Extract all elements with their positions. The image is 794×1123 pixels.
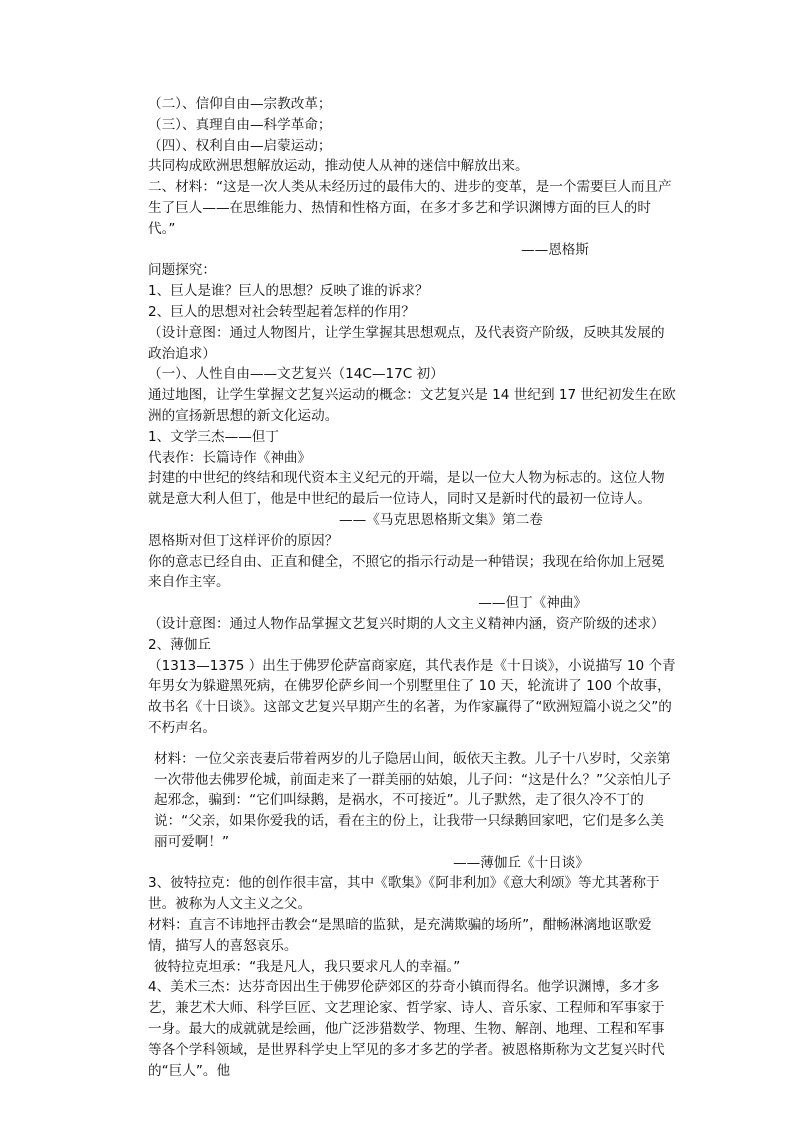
design-note: （设计意图：通过人物图片，让学生掌握其思想观点，及代表资产阶级，反映其发展的政治追求）: [148, 324, 665, 362]
text-paragraph: 3、彼特拉克：他的创作很丰富，其中《歌集》《阿非利加》《意大利颂》等尤其著称于世。被称为人文主义之父。: [148, 875, 660, 913]
attribution: ——恩格斯: [521, 241, 589, 258]
quote-paragraph: 封建的中世纪的终结和现代资本主义纪元的开端，是以一位大人物为标志的。这位人物就是意大利人但丁，他是中世纪的最后一位诗人，同时又是新时代的最初一位诗人。: [148, 470, 665, 508]
text-line: 恩格斯对但丁这样评价的原因？: [148, 532, 339, 549]
design-note: （设计意图：通过人物作品掌握文艺复兴时期的人文主义精神内涵，资产阶级的述求）: [148, 615, 665, 632]
quote-paragraph: 你的意志已经自由、正直和健全，不照它的指示行动是一种错误；我现在给你加上冠冕来自作主宰。: [148, 553, 665, 591]
section-heading: （一）、人性自由——文艺复兴（14C—17C 初）: [148, 366, 444, 383]
text-line: 2、巨人的思想对社会转型起着怎样的作用？: [148, 303, 415, 320]
text-paragraph: （1313—1375 ）出生于佛罗伦萨富商家庭，其代表作是《十日谈》，小说描写 10 个青年男女为躲避黑死病，在佛罗伦萨乡间一个别墅里住了 10 天，轮流讲了 100 个故事，故书名《十日谈》。这部文艺复兴早期产生的名著，为作家赢得了“欧洲短篇小说之父”的不朽声名。: [148, 657, 676, 736]
text-line: 2、薄伽丘: [148, 636, 212, 653]
text-line: （二）、信仰自由—宗教改革；: [148, 96, 332, 112]
text-line: 1、文学三杰——但丁: [148, 428, 279, 445]
document-body: [121, 94, 677, 1081]
attribution: ——但丁《神曲》: [478, 595, 587, 612]
text-line: 代表作：长篇诗作《神曲》: [148, 449, 312, 466]
text-line: 1、巨人是谁？巨人的思想？反映了谁的诉求？: [148, 283, 429, 300]
text-line: （三）、真理自由—科学革命；: [148, 116, 332, 133]
text-line: （四）、权利自由—启蒙运动；: [148, 137, 332, 154]
attribution: ——薄伽丘《十日谈》: [453, 854, 589, 871]
text-paragraph: 4、美术三杰：达芬奇因出生于佛罗伦萨郊区的芬奇小镇而得名。他学识渊博，多才多艺，兼艺术大师、科学巨匠、文艺理论家、哲学家、诗人、音乐家、工程师和军事家于一身。最大的成就就是绘画，他广泛涉猎数学、物理、生物、解剖、地理、工程和军事等各个学科领域，是世界科学史上罕见的多才多艺的学者。被恩格斯称为文艺复兴时代的“巨人”。他: [148, 979, 665, 1079]
text-line: 彼特拉克坦承：“我是凡人，我只要求凡人的幸福。”: [154, 958, 461, 975]
material-paragraph: 材料：直言不讳地抨击教会“是黑暗的监狱，是充满欺骗的场所”，酣畅淋漓地讴歌爱情，描写人的喜怒哀乐。: [148, 917, 652, 954]
text-line: 共同构成欧洲思想解放运动，推动使人从神的迷信中解放出来。: [148, 158, 529, 175]
text-line: 问题探究：: [148, 262, 216, 279]
text-paragraph: 二、材料：“这是一次人类从未经历过的最伟大的、进步的变革，是一个需要巨人而且产生了巨人——在思维能力、热情和性格方面，在多才多艺和学识渊博方面的巨人的时代。”: [148, 179, 672, 237]
text-paragraph: 通过地图，让学生掌握文艺复兴运动的概念：文艺复兴是 14 世纪到 17 世纪初发生在欧洲的宣扬新思想的新文化运动。: [148, 387, 676, 424]
material-paragraph: 材料：一位父亲丧妻后带着两岁的儿子隐居山间，皈依天主教。儿子十八岁时，父亲第一次带他去佛罗伦城，前面走来了一群美丽的姑娘，儿子问：“这是什么？”父亲怕儿子起邪念，骗到：“它们叫绿鹅，是祸水，不可接近”。儿子默然，走了很久冷不丁的说：“父亲，如果你爱我的话，看在主的份上，让我带一只绿鹅回家吧，它们是多么美丽可爱啊！”: [154, 750, 672, 850]
attribution: ——《马克思恩格斯文集》第二卷: [339, 511, 543, 528]
